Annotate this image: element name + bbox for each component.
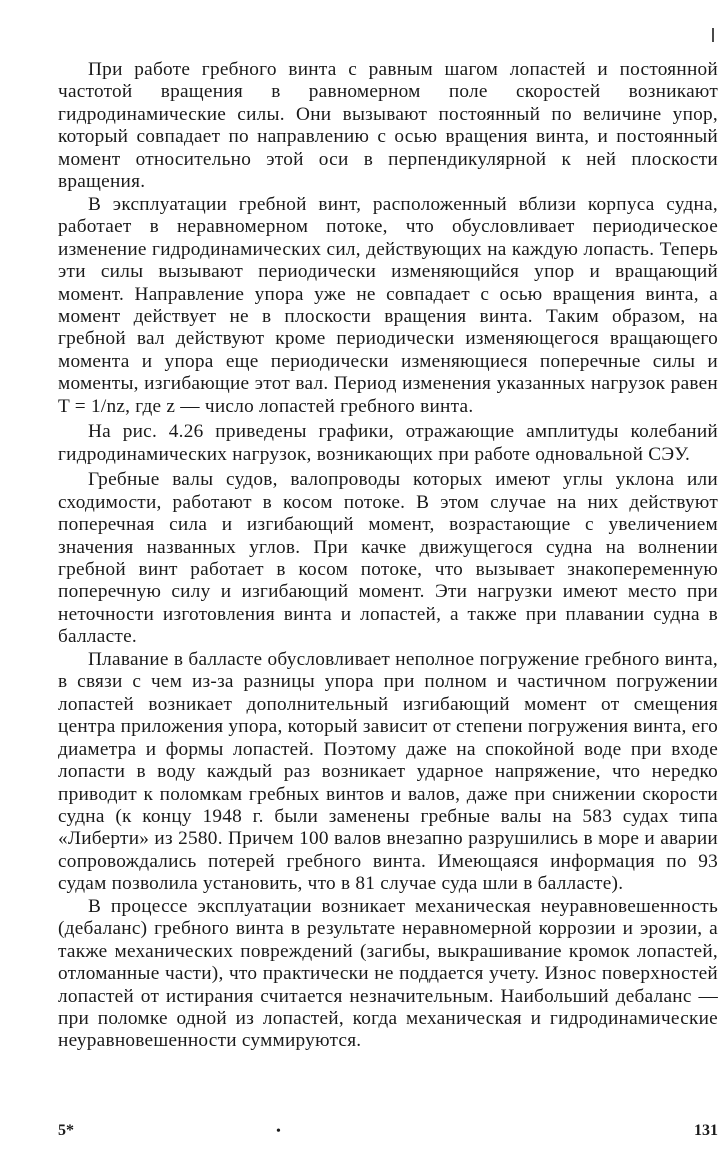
paragraph-figure-reference: На рис. 4.26 приведены графики, отражающие амплитуды колебаний гидродинамических нагрузок, возникающих при работе одновальной СЭУ. <box>58 421 718 465</box>
page-number: 131 <box>694 1122 718 1139</box>
paragraph-constant-thrust: При работе гребного винта с равным шагом лопастей и постоянной частотой вращения в равномерном поле скоростей возникают гидродинамические силы. Они вызывают постоянный по величине упор, который совпадает по направлению с осью вращения винта, и постоянный момент относительно этой оси в перпендикулярной к ней плоскости вращения. <box>58 59 718 193</box>
paragraph-imbalance: В процессе эксплуатации возникает механическая неуравновешенность (дебаланс) гребного винта в результате неравномерной коррозии и эрозии, а также механических повреждений (загибы, выкрашивание кромок лопастей, отломанные части), что практически не поддается учету. Износ поверхностей лопастей от истирания считается незначительным. Наибольший дебаланс — при поломке одной из лопастей, когда механическая и гидродинамические неуравновешенности суммируются. <box>58 895 718 1052</box>
signature-mark: 5* <box>58 1122 74 1139</box>
paragraph-nonuniform-flow: В эксплуатации гребной винт, расположенный вблизи корпуса судна, работает в неравномерном потоке, что обусловливает периодическое изменение гидродинамических сил, действующих на каждую лопасть. Теперь эти силы вызывают периодически изменяющийся упор и вращающий момент. Направление упора уже не совпадает с осью вращения винта, а момент действует не в плоскости вращения винта. Таким образом, на гребной вал действуют кроме периодически изменяющегося вращающего момента и упора еще периодически изменяющиеся поперечные силы и моменты, изгибающие этот вал. Период изменения указанных нагрузок равен T = 1/nz, где z — число лопастей гребного винта. <box>58 193 718 417</box>
body-text <box>58 59 718 1053</box>
footer-dot: • <box>276 1124 281 1139</box>
paragraph-ballast: Плавание в балласте обусловливает неполное погружение гребного винта, в связи с чем из-за разницы упора при полном и частичном погружении лопастей возникает дополнительный изгибающий момент от смещения центра приложения упора, который зависит от степени погружения винта, его диаметра и формы лопастей. Поэтому даже на спокойной воде при входе лопасти в воду каждый раз возникает ударное напряжение, что нередко приводит к поломкам гребных винтов и валов, даже при снижении скорости судна (к концу 1948 г. были заменены гребные валы на 583 судах типа «Либерти» из 2580. Причем 100 валов внезапно разрушились в море и аварии сопровождались потерей гребного винта. Имеющаяся информация по 93 судам позволила установить, что в 81 случае суда шли в балласте). <box>58 648 718 895</box>
paragraph-oblique-flow: Гребные валы судов, валопроводы которых имеют углы уклона или сходимости, работают в косом потоке. В этом случае на них действуют поперечная сила и изгибающий момент, возрастающие с увеличением значения названных углов. При качке движущегося судна на волнении гребной винт работает в косом потоке, что вызывает знакопеременную поперечную силу и изгибающий момент. Эти нагрузки имеют место при неточности изготовления винта и лопастей, а также при плавании судна в балласте. <box>58 469 718 648</box>
edge-mark <box>712 28 714 42</box>
page-footer <box>58 1122 718 1150</box>
